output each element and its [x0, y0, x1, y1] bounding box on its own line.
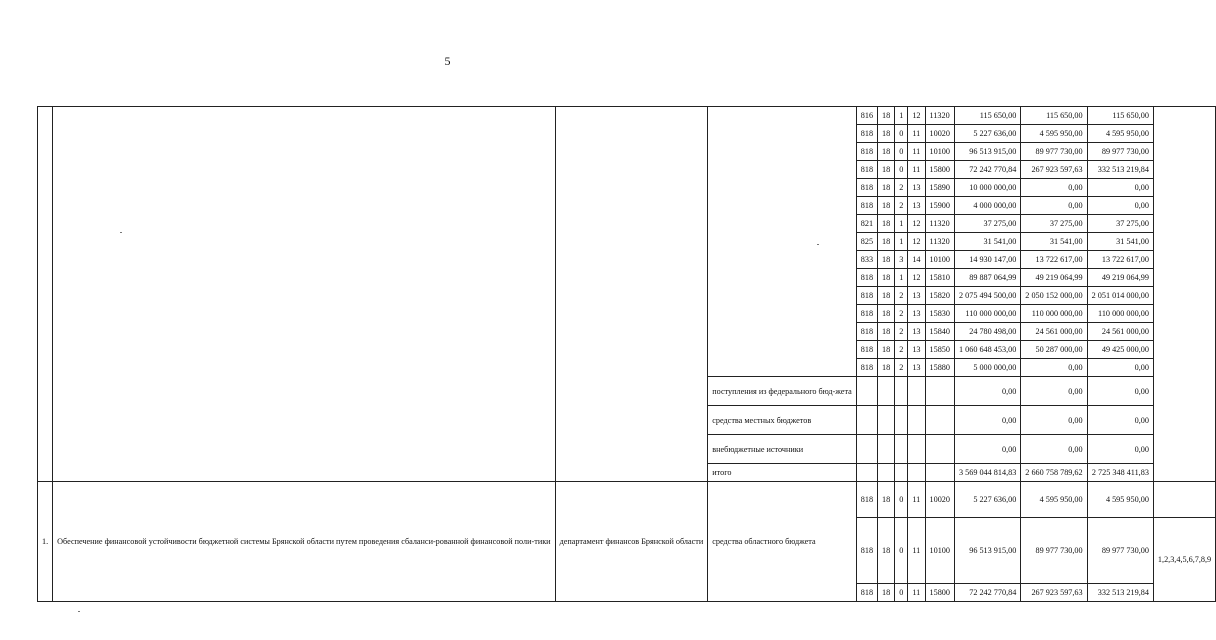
section-code-cell: 18: [878, 269, 895, 287]
empty-code-cell: [925, 406, 954, 435]
item-number: 1.: [38, 482, 53, 602]
amount-2019-cell: 14 930 147,00: [954, 251, 1020, 269]
amount-2020-cell: 0,00: [1021, 179, 1087, 197]
gr-code-cell: 825: [856, 233, 877, 251]
amount-2019-cell: 5 227 636,00: [954, 482, 1020, 518]
activity-cell: [53, 107, 555, 482]
amount-2019-cell: 37 275,00: [954, 215, 1020, 233]
program-code-cell: 11: [908, 143, 925, 161]
amount-2021-cell: 0,00: [1087, 197, 1153, 215]
item-title: Обеспечение финансовой устойчивости бюджетной системы Брянской области путем проведения сбаланси-рованной финансовой поли-тики: [53, 482, 555, 602]
direction-code-cell: 15820: [925, 287, 954, 305]
direction-code-cell: 15840: [925, 323, 954, 341]
program-code-cell: 11: [908, 518, 925, 584]
empty-code-cell: [908, 435, 925, 464]
subsection-code-cell: 1: [895, 107, 908, 125]
amount-2021-cell: 37 275,00: [1087, 215, 1153, 233]
subsection-code-cell: 0: [895, 125, 908, 143]
source-amount-2: 0,00: [1021, 435, 1087, 464]
amount-2019-cell: 2 075 494 500,00: [954, 287, 1020, 305]
gr-code-cell: 818: [856, 341, 877, 359]
amount-2021-cell: 89 977 730,00: [1087, 518, 1153, 584]
empty-code-cell: [895, 435, 908, 464]
program-code-cell: 12: [908, 107, 925, 125]
program-code-cell: 13: [908, 305, 925, 323]
empty-code-cell: [895, 377, 908, 406]
gr-code-cell: 818: [856, 323, 877, 341]
amount-2019-cell: 96 513 915,00: [954, 518, 1020, 584]
program-code-cell: 12: [908, 215, 925, 233]
direction-code-cell: 11320: [925, 107, 954, 125]
subsection-code-cell: 2: [895, 197, 908, 215]
gr-code-cell: 818: [856, 269, 877, 287]
gr-code-cell: 818: [856, 287, 877, 305]
section-code-cell: 18: [878, 125, 895, 143]
amount-2019-cell: 4 000 000,00: [954, 197, 1020, 215]
amount-2020-cell: 89 977 730,00: [1021, 518, 1087, 584]
scan-speck: [120, 232, 122, 233]
amount-2021-cell: 13 722 617,00: [1087, 251, 1153, 269]
direction-code-cell: 10100: [925, 143, 954, 161]
budget-table: [37, 106, 1216, 602]
table-row: [38, 107, 1216, 125]
section-code-cell: 18: [878, 341, 895, 359]
targets-empty-cell: [1153, 482, 1215, 518]
empty-code-cell: [856, 435, 877, 464]
subsection-code-cell: 0: [895, 584, 908, 602]
amount-2021-cell: 332 513 219,84: [1087, 584, 1153, 602]
section-code-cell: 18: [878, 584, 895, 602]
amount-2021-cell: 4 595 950,00: [1087, 482, 1153, 518]
targets-cell: [1153, 107, 1215, 482]
section-code-cell: 18: [878, 323, 895, 341]
empty-code-cell: [895, 464, 908, 482]
amount-2021-cell: 115 650,00: [1087, 107, 1153, 125]
source-label: поступления из федерального бюд-жета: [708, 377, 857, 406]
amount-2019-cell: 110 000 000,00: [954, 305, 1020, 323]
section-code-cell: 18: [878, 287, 895, 305]
subsection-code-cell: 0: [895, 518, 908, 584]
subsection-code-cell: 2: [895, 341, 908, 359]
amount-2019-cell: 1 060 648 453,00: [954, 341, 1020, 359]
empty-code-cell: [856, 377, 877, 406]
amount-2020-cell: 24 561 000,00: [1021, 323, 1087, 341]
subsection-code-cell: 1: [895, 269, 908, 287]
amount-2020-cell: 0,00: [1021, 359, 1087, 377]
total-amount-1: 3 569 044 814,83: [954, 464, 1020, 482]
source-amount-3: 0,00: [1087, 435, 1153, 464]
program-code-cell: 13: [908, 287, 925, 305]
amount-2019-cell: 72 242 770,84: [954, 584, 1020, 602]
amount-2019-cell: 31 541,00: [954, 233, 1020, 251]
amount-2020-cell: 50 287 000,00: [1021, 341, 1087, 359]
program-code-cell: 13: [908, 323, 925, 341]
subsection-code-cell: 1: [895, 215, 908, 233]
amount-2020-cell: 110 000 000,00: [1021, 305, 1087, 323]
page-number: 5: [444, 54, 451, 68]
subsection-code-cell: 2: [895, 359, 908, 377]
empty-code-cell: [895, 406, 908, 435]
empty-code-cell: [856, 464, 877, 482]
direction-code-cell: 15800: [925, 584, 954, 602]
direction-code-cell: 10020: [925, 125, 954, 143]
empty-code-cell: [878, 377, 895, 406]
section-code-cell: 18: [878, 161, 895, 179]
source-cell: [708, 107, 857, 377]
section-code-cell: 18: [878, 518, 895, 584]
total-amount-2: 2 660 758 789,62: [1021, 464, 1087, 482]
gr-code-cell: 818: [856, 179, 877, 197]
direction-code-cell: 10100: [925, 251, 954, 269]
direction-code-cell: 11320: [925, 233, 954, 251]
amount-2019-cell: 72 242 770,84: [954, 161, 1020, 179]
amount-2020-cell: 0,00: [1021, 197, 1087, 215]
empty-code-cell: [856, 406, 877, 435]
subsection-code-cell: 2: [895, 323, 908, 341]
amount-2020-cell: 31 541,00: [1021, 233, 1087, 251]
source-amount-1: 0,00: [954, 406, 1020, 435]
subsection-code-cell: 0: [895, 482, 908, 518]
empty-code-cell: [878, 406, 895, 435]
section-code-cell: 18: [878, 179, 895, 197]
total-label: итого: [708, 464, 857, 482]
amount-2019-cell: 89 887 064,99: [954, 269, 1020, 287]
program-code-cell: 13: [908, 197, 925, 215]
program-code-cell: 14: [908, 251, 925, 269]
gr-code-cell: 818: [856, 125, 877, 143]
section-code-cell: 18: [878, 251, 895, 269]
amount-2019-cell: 5 000 000,00: [954, 359, 1020, 377]
program-code-cell: 11: [908, 482, 925, 518]
executor-cell: [555, 107, 708, 482]
amount-2019-cell: 115 650,00: [954, 107, 1020, 125]
amount-2021-cell: 0,00: [1087, 359, 1153, 377]
section-code-cell: 18: [878, 143, 895, 161]
section-code-cell: 18: [878, 305, 895, 323]
subsection-code-cell: 2: [895, 287, 908, 305]
amount-2021-cell: 89 977 730,00: [1087, 143, 1153, 161]
section-code-cell: 18: [878, 482, 895, 518]
amount-2019-cell: 5 227 636,00: [954, 125, 1020, 143]
source-amount-1: 0,00: [954, 377, 1020, 406]
program-code-cell: 11: [908, 584, 925, 602]
program-code-cell: 12: [908, 233, 925, 251]
gr-code-cell: 833: [856, 251, 877, 269]
direction-code-cell: 15800: [925, 161, 954, 179]
source-label: внебюджетные источники: [708, 435, 857, 464]
gr-code-cell: 816: [856, 107, 877, 125]
source-amount-2: 0,00: [1021, 377, 1087, 406]
gr-code-cell: 818: [856, 161, 877, 179]
gr-code-cell: 821: [856, 215, 877, 233]
amount-2021-cell: 2 051 014 000,00: [1087, 287, 1153, 305]
source-amount-3: 0,00: [1087, 377, 1153, 406]
direction-code-cell: 10020: [925, 482, 954, 518]
program-code-cell: 13: [908, 179, 925, 197]
amount-2021-cell: 31 541,00: [1087, 233, 1153, 251]
scan-speck: [817, 244, 819, 245]
source-amount-2: 0,00: [1021, 406, 1087, 435]
program-code-cell: 12: [908, 269, 925, 287]
item-targets: 1,2,3,4,5,6,7,8,9: [1153, 518, 1215, 602]
amount-2021-cell: 4 595 950,00: [1087, 125, 1153, 143]
program-code-cell: 11: [908, 125, 925, 143]
gr-code-cell: 818: [856, 359, 877, 377]
amount-2020-cell: 4 595 950,00: [1021, 482, 1087, 518]
subsection-code-cell: 0: [895, 143, 908, 161]
amount-2020-cell: 4 595 950,00: [1021, 125, 1087, 143]
empty-code-cell: [925, 435, 954, 464]
item-executor: департамент финансов Брянской области: [555, 482, 708, 602]
program-code-cell: 13: [908, 341, 925, 359]
section-code-cell: 18: [878, 197, 895, 215]
section-code-cell: 18: [878, 359, 895, 377]
direction-code-cell: 10100: [925, 518, 954, 584]
number-cell: [38, 107, 53, 482]
gr-code-cell: 818: [856, 584, 877, 602]
item-row: [38, 482, 1216, 518]
amount-2020-cell: 13 722 617,00: [1021, 251, 1087, 269]
amount-2020-cell: 267 923 597,63: [1021, 161, 1087, 179]
source-label: средства местных бюджетов: [708, 406, 857, 435]
amount-2019-cell: 10 000 000,00: [954, 179, 1020, 197]
gr-code-cell: 818: [856, 143, 877, 161]
item-source: средства областного бюджета: [708, 482, 857, 602]
empty-code-cell: [908, 464, 925, 482]
amount-2021-cell: 24 561 000,00: [1087, 323, 1153, 341]
program-code-cell: 11: [908, 161, 925, 179]
amount-2021-cell: 0,00: [1087, 179, 1153, 197]
empty-code-cell: [878, 435, 895, 464]
empty-code-cell: [908, 377, 925, 406]
empty-code-cell: [878, 464, 895, 482]
scan-speck: [78, 611, 80, 612]
direction-code-cell: 15900: [925, 197, 954, 215]
gr-code-cell: 818: [856, 482, 877, 518]
subsection-code-cell: 0: [895, 161, 908, 179]
source-amount-3: 0,00: [1087, 406, 1153, 435]
direction-code-cell: 15830: [925, 305, 954, 323]
total-amount-3: 2 725 348 411,83: [1087, 464, 1153, 482]
subsection-code-cell: 1: [895, 233, 908, 251]
subsection-code-cell: 3: [895, 251, 908, 269]
source-amount-1: 0,00: [954, 435, 1020, 464]
program-code-cell: 13: [908, 359, 925, 377]
direction-code-cell: 15810: [925, 269, 954, 287]
amount-2020-cell: 267 923 597,63: [1021, 584, 1087, 602]
gr-code-cell: 818: [856, 518, 877, 584]
amount-2021-cell: 49 219 064,99: [1087, 269, 1153, 287]
amount-2021-cell: 110 000 000,00: [1087, 305, 1153, 323]
subsection-code-cell: 2: [895, 179, 908, 197]
gr-code-cell: 818: [856, 305, 877, 323]
direction-code-cell: 15880: [925, 359, 954, 377]
direction-code-cell: 11320: [925, 215, 954, 233]
amount-2020-cell: 49 219 064,99: [1021, 269, 1087, 287]
amount-2020-cell: 89 977 730,00: [1021, 143, 1087, 161]
gr-code-cell: 818: [856, 197, 877, 215]
direction-code-cell: 15850: [925, 341, 954, 359]
direction-code-cell: 15890: [925, 179, 954, 197]
amount-2019-cell: 24 780 498,00: [954, 323, 1020, 341]
section-code-cell: 18: [878, 107, 895, 125]
empty-code-cell: [925, 464, 954, 482]
section-code-cell: 18: [878, 233, 895, 251]
amount-2020-cell: 115 650,00: [1021, 107, 1087, 125]
empty-code-cell: [925, 377, 954, 406]
amount-2020-cell: 2 050 152 000,00: [1021, 287, 1087, 305]
amount-2020-cell: 37 275,00: [1021, 215, 1087, 233]
amount-2021-cell: 332 513 219,84: [1087, 161, 1153, 179]
empty-code-cell: [908, 406, 925, 435]
subsection-code-cell: 2: [895, 305, 908, 323]
amount-2021-cell: 49 425 000,00: [1087, 341, 1153, 359]
section-code-cell: 18: [878, 215, 895, 233]
amount-2019-cell: 96 513 915,00: [954, 143, 1020, 161]
